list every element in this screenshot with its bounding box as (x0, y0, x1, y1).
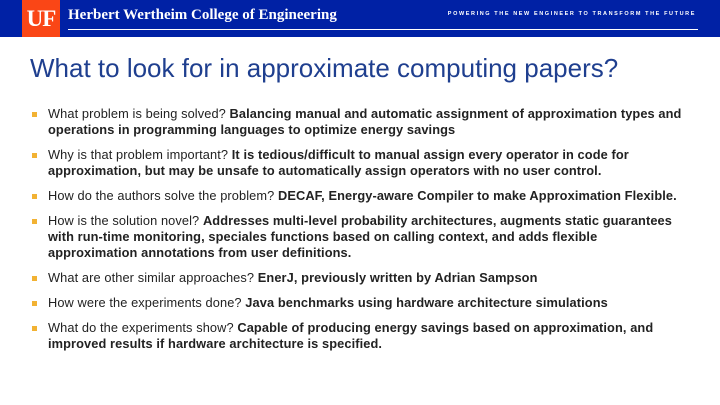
bullet-item (30, 295, 690, 311)
bullet-answer: Addresses multi-level probability architectures, augments static guarantees with run-time monitoring, speciales functions based on calling context, and adds flexible approximation annotations from user definitions. (48, 213, 672, 260)
bullet-marker (32, 153, 37, 158)
bullet-answer: It is tedious/difficult to manual assign every operator in code for approximation, but may be unsafe to automatically assign operators with no user control. (48, 147, 629, 178)
bullet-marker (32, 301, 37, 306)
bullet-marker (32, 112, 37, 117)
bullet-question: How is the solution novel? (48, 213, 200, 228)
bullet-item (30, 213, 690, 261)
bullet-list (30, 106, 690, 361)
bullet-text (48, 320, 690, 352)
bullet-marker (32, 194, 37, 199)
uf-logo: UF (22, 0, 60, 37)
bullet-answer: Java benchmarks using hardware architecture simulations (245, 295, 608, 310)
bullet-answer: DECAF, Energy-aware Compiler to make Approximation Flexible. (278, 188, 677, 203)
bullet-item (30, 106, 690, 138)
bullet-text (48, 213, 690, 261)
bullet-item (30, 320, 690, 352)
bullet-text (48, 188, 690, 204)
bullet-marker (32, 219, 37, 224)
slide-title: What to look for in approximate computing papers? (30, 53, 619, 83)
bullet-item (30, 188, 690, 204)
bullet-text (48, 295, 690, 311)
header-tagline: POWERING THE NEW ENGINEER TO TRANSFORM THE FUTURE (447, 11, 696, 17)
bullet-question: What do the experiments show? (48, 320, 234, 335)
bullet-question: How do the authors solve the problem? (48, 188, 275, 203)
header-bar (0, 0, 720, 37)
bullet-text (48, 270, 690, 286)
bullet-marker (32, 326, 37, 331)
bullet-item (30, 270, 690, 286)
bullet-question: What problem is being solved? (48, 106, 226, 121)
bullet-marker (32, 276, 37, 281)
bullet-question: What are other similar approaches? (48, 270, 255, 285)
bullet-item (30, 147, 690, 179)
bullet-answer: Capable of producing energy savings based on approximation, and improved results if hardware architecture is specified. (48, 320, 654, 351)
bullet-answer: EnerJ, previously written by Adrian Sampson (257, 270, 538, 285)
header-divider (68, 29, 698, 30)
bullet-question: Why is that problem important? (48, 147, 229, 162)
bullet-text (48, 147, 690, 179)
bullet-question: How were the experiments done? (48, 295, 242, 310)
bullet-text (48, 106, 690, 138)
bullet-answer: Balancing manual and automatic assignment of approximation types and operations in programming languages to optimize energy savings (48, 106, 682, 137)
college-name: Herbert Wertheim College of Engineering (68, 7, 337, 23)
